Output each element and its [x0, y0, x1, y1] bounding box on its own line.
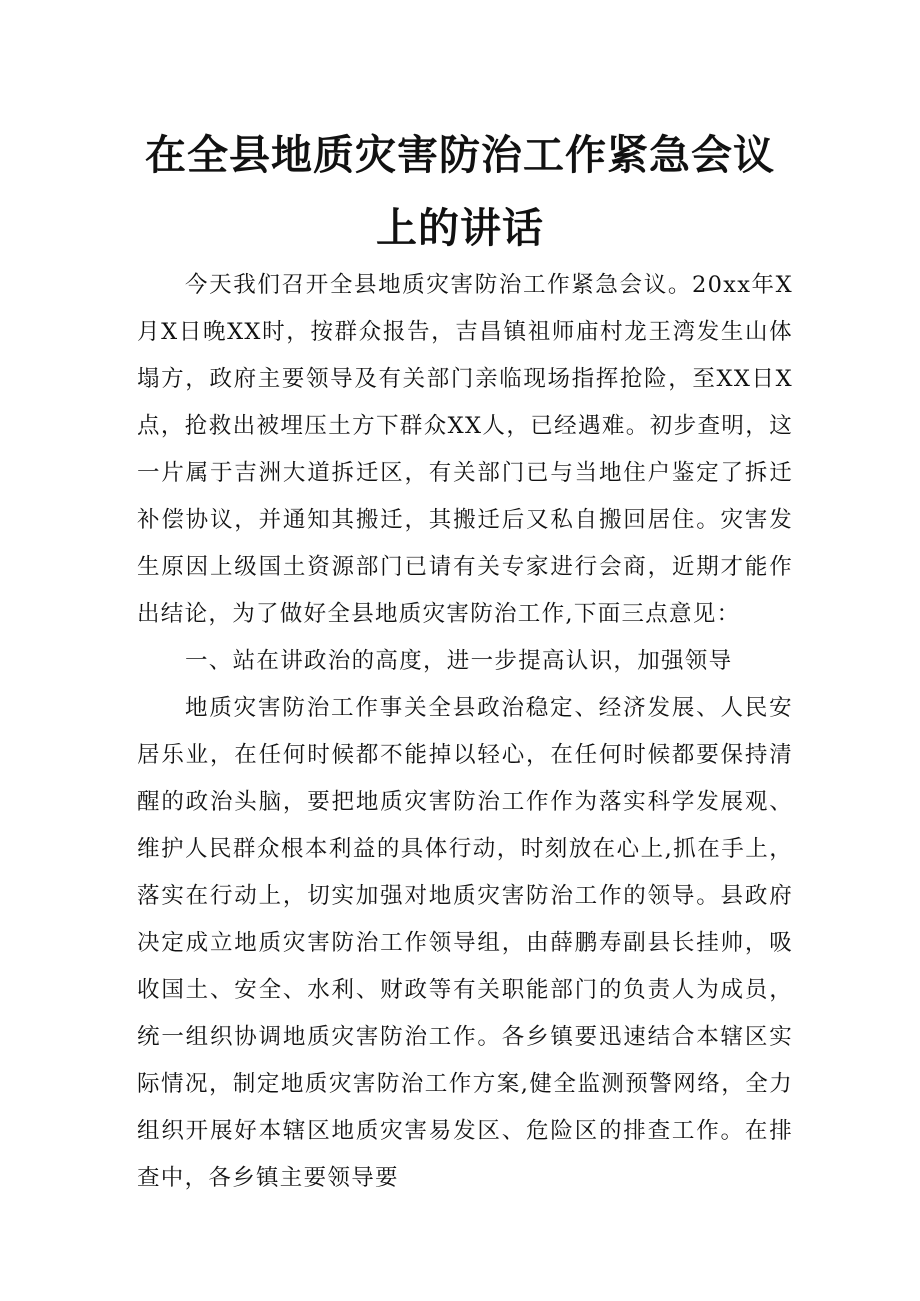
paragraph-section-1: 地质灾害防治工作事关全县政治稳定、经济发展、人民安居乐业，在任何时候都不能掉以轻心，在任何时候都要保持清醒的政治头脑，要把地质灾害防治工作作为落实科学发展观、维护人民群众根本利益的具体行动，时刻放在心上,抓在手上，落实在行动上，切实加强对地质灾害防治工作的领导。县政府决定成立地质灾害防治工作领导组，由薛鹏寿副县长挂帅，吸收国土、安全、水利、财政等有关职能部门的负责人为成员，统一组织协调地质灾害防治工作。各乡镇要迅速结合本辖区实际情况，制定地质灾害防治工作方案,健全监测预警网络，全力组织开展好本辖区地质灾害易发区、危险区的排查工作。在排查中，各乡镇主要领导要 — [137, 695, 793, 1191]
section-heading-1: 一、站在讲政治的高度，进一步提高认识，加强领导 — [185, 648, 733, 674]
document-body — [137, 262, 793, 1202]
paragraph-intro: 今天我们召开全县地质灾害防治工作紧急会议。20xx年X月X日晚XX时，按群众报告，吉昌镇祖师庙村龙王湾发生山体塌方，政府主要领导及有关部门亲临现场指挥抢险，至XX日X点，抢救出被埋压土方下群众XX人，已经遇难。初步查明，这一片属于吉洲大道拆迁区，有关部门已与当地住户鉴定了拆迁补偿协议，并通知其搬迁，其搬迁后又私自搬回居住。灾害发生原因上级国土资源部门已请有关专家进行会商，近期才能作出结论，为了做好全县地质灾害防治工作,下面三点意见： — [137, 272, 793, 627]
document-title-line-1: 在全县地质灾害防治工作紧急会议 — [145, 131, 775, 179]
document-title-line-2: 上的讲话 — [376, 204, 544, 252]
